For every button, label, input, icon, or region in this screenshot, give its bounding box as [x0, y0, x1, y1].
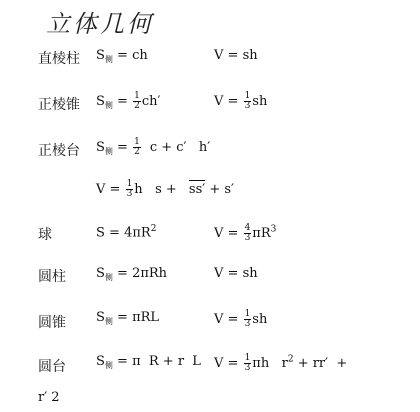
fraction: $\frac{1}{3}$ [244, 91, 251, 111]
fraction: $\frac{1}{3}$ [244, 309, 251, 329]
lateral-area-formula: $S_侧$ = $\frac{1}{2}$ ch′ [96, 91, 161, 111]
lateral-area-formula: $S_侧 = \pi$ R + r L [96, 354, 201, 370]
formula-row-cylinder [0, 266, 420, 294]
page-title: 立体几何 [46, 10, 154, 38]
fraction: $\frac{1}{2}$ [134, 91, 140, 111]
formula-continuation [0, 390, 420, 410]
fraction: $\frac{1}{3}$ [244, 353, 251, 373]
solid-name: 圆台 [38, 359, 66, 375]
solid-name: 正棱台 [38, 143, 80, 159]
volume-formula: V = sh [214, 48, 258, 63]
volume-formula: V = $\frac{1}{3}$ sh [214, 91, 268, 111]
formula-row-sphere [0, 224, 420, 252]
volume-formula: V = sh [214, 266, 258, 281]
formula-row-pyramid [0, 92, 420, 120]
volume-formula: V = $\frac{1}{3}$ sh [214, 309, 268, 329]
formula-row-frustum-volume [0, 180, 420, 208]
volume-formula: V = $\frac{1}{3}$ h s + ss′ + s′ [96, 179, 234, 199]
solid-name: 直棱柱 [38, 51, 80, 67]
volume-formula: V = $\frac{4}{3}$ $\pi R^3$ [214, 223, 277, 243]
volume-formula-tail: r′ 2 [38, 390, 60, 405]
fraction: $\frac{1}{3}$ [126, 179, 133, 199]
formula-row-cone [0, 310, 420, 338]
solid-name: 正棱锥 [38, 97, 80, 113]
lateral-area-formula: $S_侧$ = ch [96, 48, 148, 64]
solid-name: 球 [38, 227, 52, 243]
surface-area-formula: $S = 4\pi R^2$ [96, 224, 157, 241]
formula-row-prism [0, 48, 420, 76]
lateral-area-formula: $S_侧$ = $\frac{1}{2}$ c + c′ h′ [96, 137, 211, 157]
sqrt-overline: ss′ [188, 182, 206, 197]
volume-formula: V = $\frac{1}{3}$ πh $r^2 + rr'$ + [214, 353, 348, 373]
lateral-area-formula: $S_侧 = 2\pi Rh$ [96, 266, 168, 282]
formula-row-frustum [0, 138, 420, 166]
fraction: $\frac{4}{3}$ [244, 223, 251, 243]
fraction: $\frac{1}{2}$ [134, 137, 140, 157]
solid-name: 圆锥 [38, 315, 66, 331]
lateral-area-formula: $S_侧 = \pi RL$ [96, 310, 160, 326]
solid-name: 圆柱 [38, 269, 66, 285]
formula-row-cone-frustum [0, 354, 420, 382]
